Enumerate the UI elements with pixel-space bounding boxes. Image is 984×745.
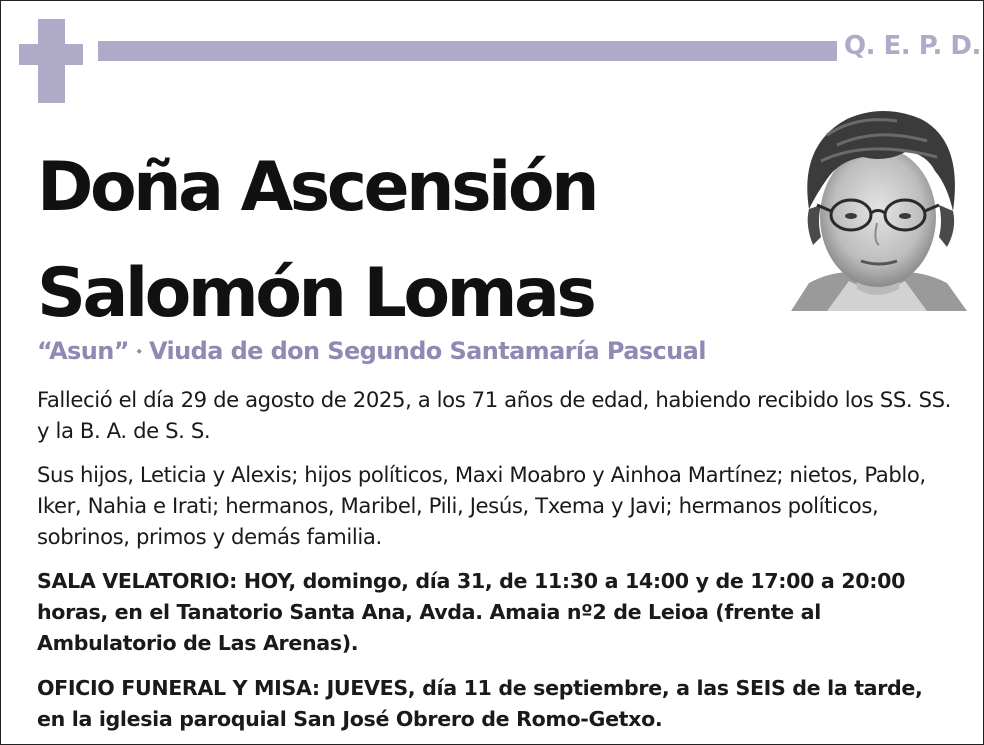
name-line-2: Salomón Lomas xyxy=(37,254,594,333)
name-line-1: Doña Ascensión xyxy=(37,148,596,227)
portrait-photo xyxy=(787,105,969,311)
wake-paragraph: SALA VELATORIO: HOY, domingo, día 31, de 11:30 a 14:00 y de 17:00 a 20:00 horas, en el Tanatorio Santa Ana, Avda. Amaia nº2 de Leioa (frente al Ambulatorio de Las Arenas). xyxy=(37,569,906,655)
widow-of: Viuda de don Segundo Santamaría Pascual xyxy=(148,337,706,365)
deceased-name xyxy=(37,135,596,347)
nickname: “Asun” xyxy=(37,337,129,365)
family-paragraph: Sus hijos, Leticia y Alexis; hijos políticos, Maxi Moabro y Ainhoa Martínez; nietos, Pablo, Iker, Nahia e Irati; hermanos, Maribel, Pili, Jesús, Txema y Javi; hermanos políticos, sobrinos, primos y demás familia. xyxy=(37,462,926,549)
qepd-label: Q. E. P. D. xyxy=(844,31,981,61)
funeral-paragraph: OFICIO FUNERAL Y MISA: JUEVES, día 11 de septiembre, a las SEIS de la tarde, en la iglesia paroquial San José Obrero de Romo-Getxo. xyxy=(37,676,923,731)
header-rule xyxy=(98,41,837,61)
death-paragraph: Falleció el día 29 de agosto de 2025, a los 71 años de edad, habiendo recibido los SS. SS. y la B. A. de S. S. xyxy=(37,387,952,443)
cross-icon-bar xyxy=(19,44,83,65)
subtitle xyxy=(37,337,706,365)
diamond-separator-icon: ⬩ xyxy=(136,344,141,359)
